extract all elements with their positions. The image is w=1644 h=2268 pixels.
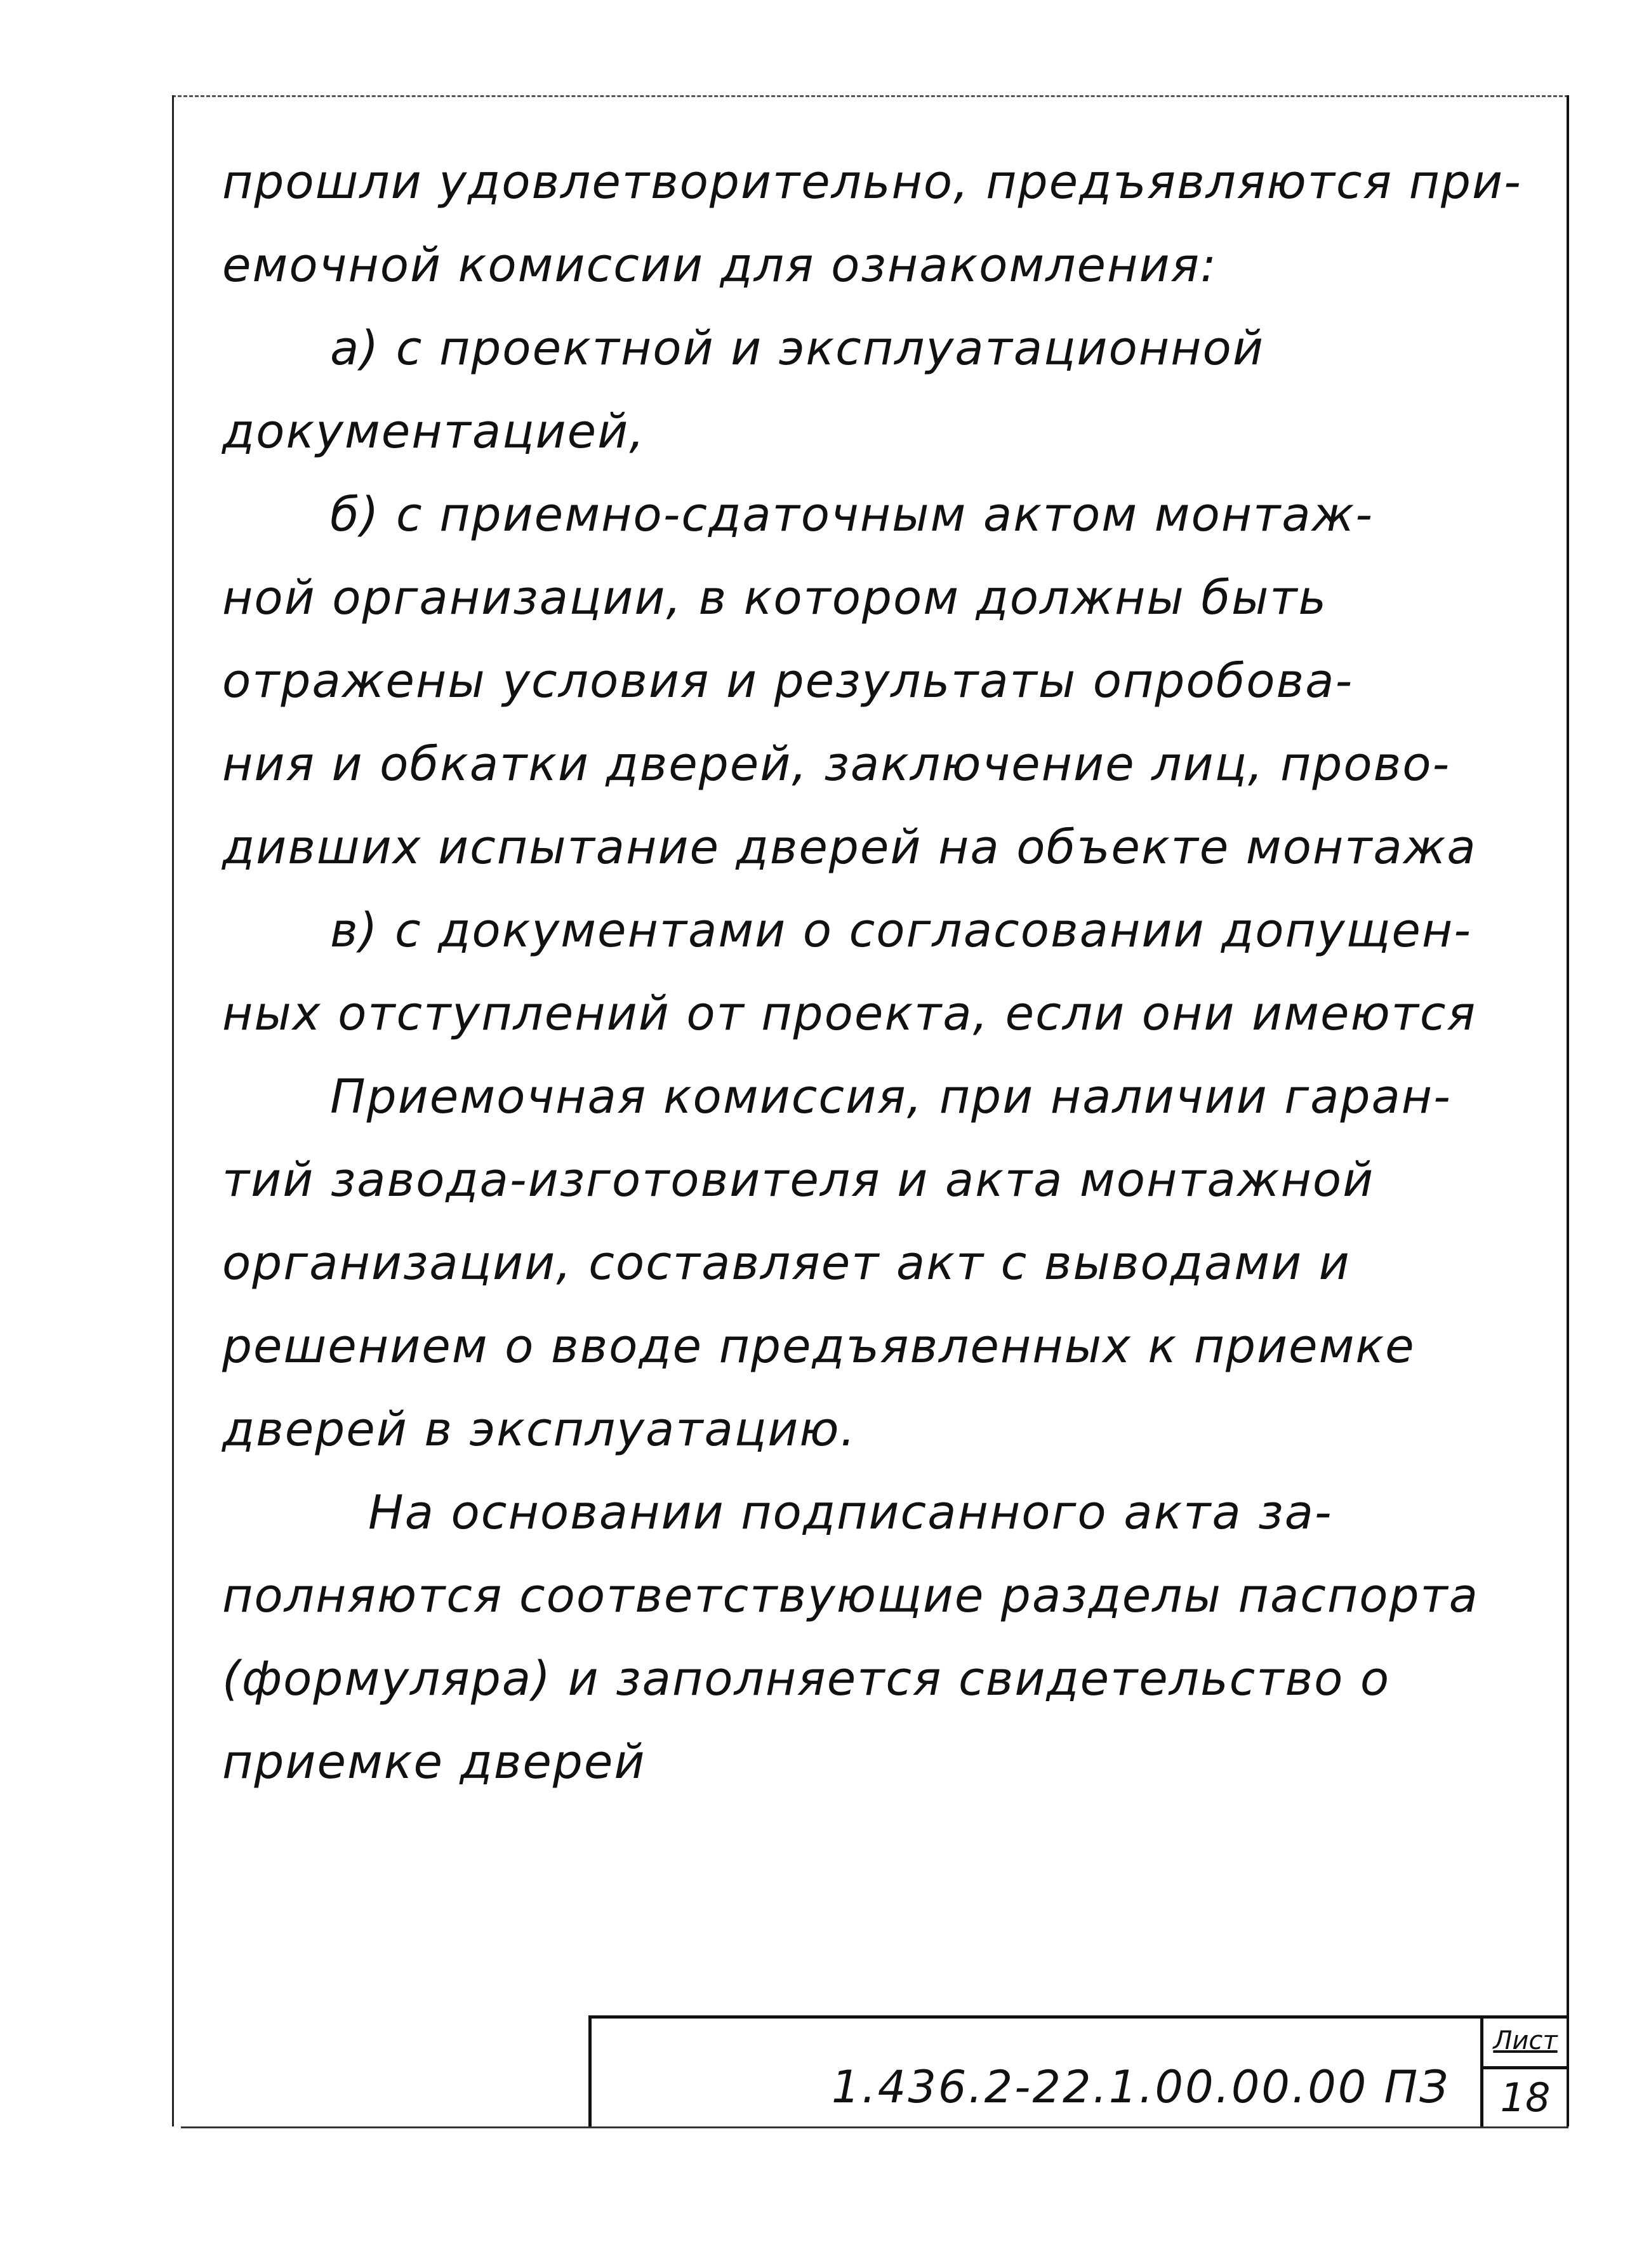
text-line-10: в) с документами о согласовании допущен- bbox=[330, 903, 1472, 958]
text-line-3: а) с проектной и эксплуатационной bbox=[330, 321, 1264, 376]
sheet-label: Лист bbox=[1493, 2026, 1558, 2055]
text-line-19: (формуляра) и заполняется свидетельство о bbox=[222, 1652, 1391, 1706]
text-line-5: б) с приемно-сдаточным актом монтаж- bbox=[330, 487, 1374, 542]
text-line-18: полняются соответствующие разделы паспорта bbox=[222, 1568, 1479, 1623]
handwritten-text-block bbox=[222, 141, 1561, 1804]
frame-left-border bbox=[172, 95, 174, 2126]
text-line-16: дверей в эксплуатацию. bbox=[222, 1402, 857, 1457]
text-line-6: ной организации, в котором должны быть bbox=[222, 571, 1328, 625]
text-line-11: ных отступлений от проекта, если они имеются bbox=[222, 986, 1477, 1041]
frame-bottom-border bbox=[181, 2126, 1568, 2128]
sheet-cell-divider bbox=[1480, 2066, 1567, 2069]
text-line-13: тий завода-изготовителя и акта монтажной bbox=[222, 1153, 1375, 1207]
text-line-4: документацией, bbox=[222, 404, 646, 459]
text-line-1: прошли удовлетворительно, предъявляются при- bbox=[222, 155, 1522, 209]
text-line-17: На основании подписанного акта за- bbox=[368, 1485, 1333, 1540]
text-line-8: ния и обкатки дверей, заключение лиц, прово- bbox=[222, 737, 1451, 792]
text-line-2: емочной комиссии для ознакомления: bbox=[222, 238, 1217, 293]
document-code: 1.436.2-22.1.00.00.00 ПЗ bbox=[832, 2061, 1450, 2113]
text-line-7: отражены условия и результаты опробова- bbox=[222, 654, 1354, 708]
text-line-12: Приемочная комиссия, при наличии гаран- bbox=[330, 1070, 1452, 1124]
frame-top-border bbox=[172, 95, 1568, 97]
text-line-9: дивших испытание дверей на объекте монтажа bbox=[222, 820, 1477, 875]
text-line-20: приемке дверей bbox=[222, 1735, 646, 1789]
text-line-15: решением о вводе предъявленных к приемке bbox=[222, 1319, 1415, 1374]
text-line-14: организации, составляет акт с выводами и bbox=[222, 1236, 1351, 1290]
frame-right-border bbox=[1567, 95, 1569, 2126]
sheet-number: 18 bbox=[1500, 2074, 1551, 2121]
